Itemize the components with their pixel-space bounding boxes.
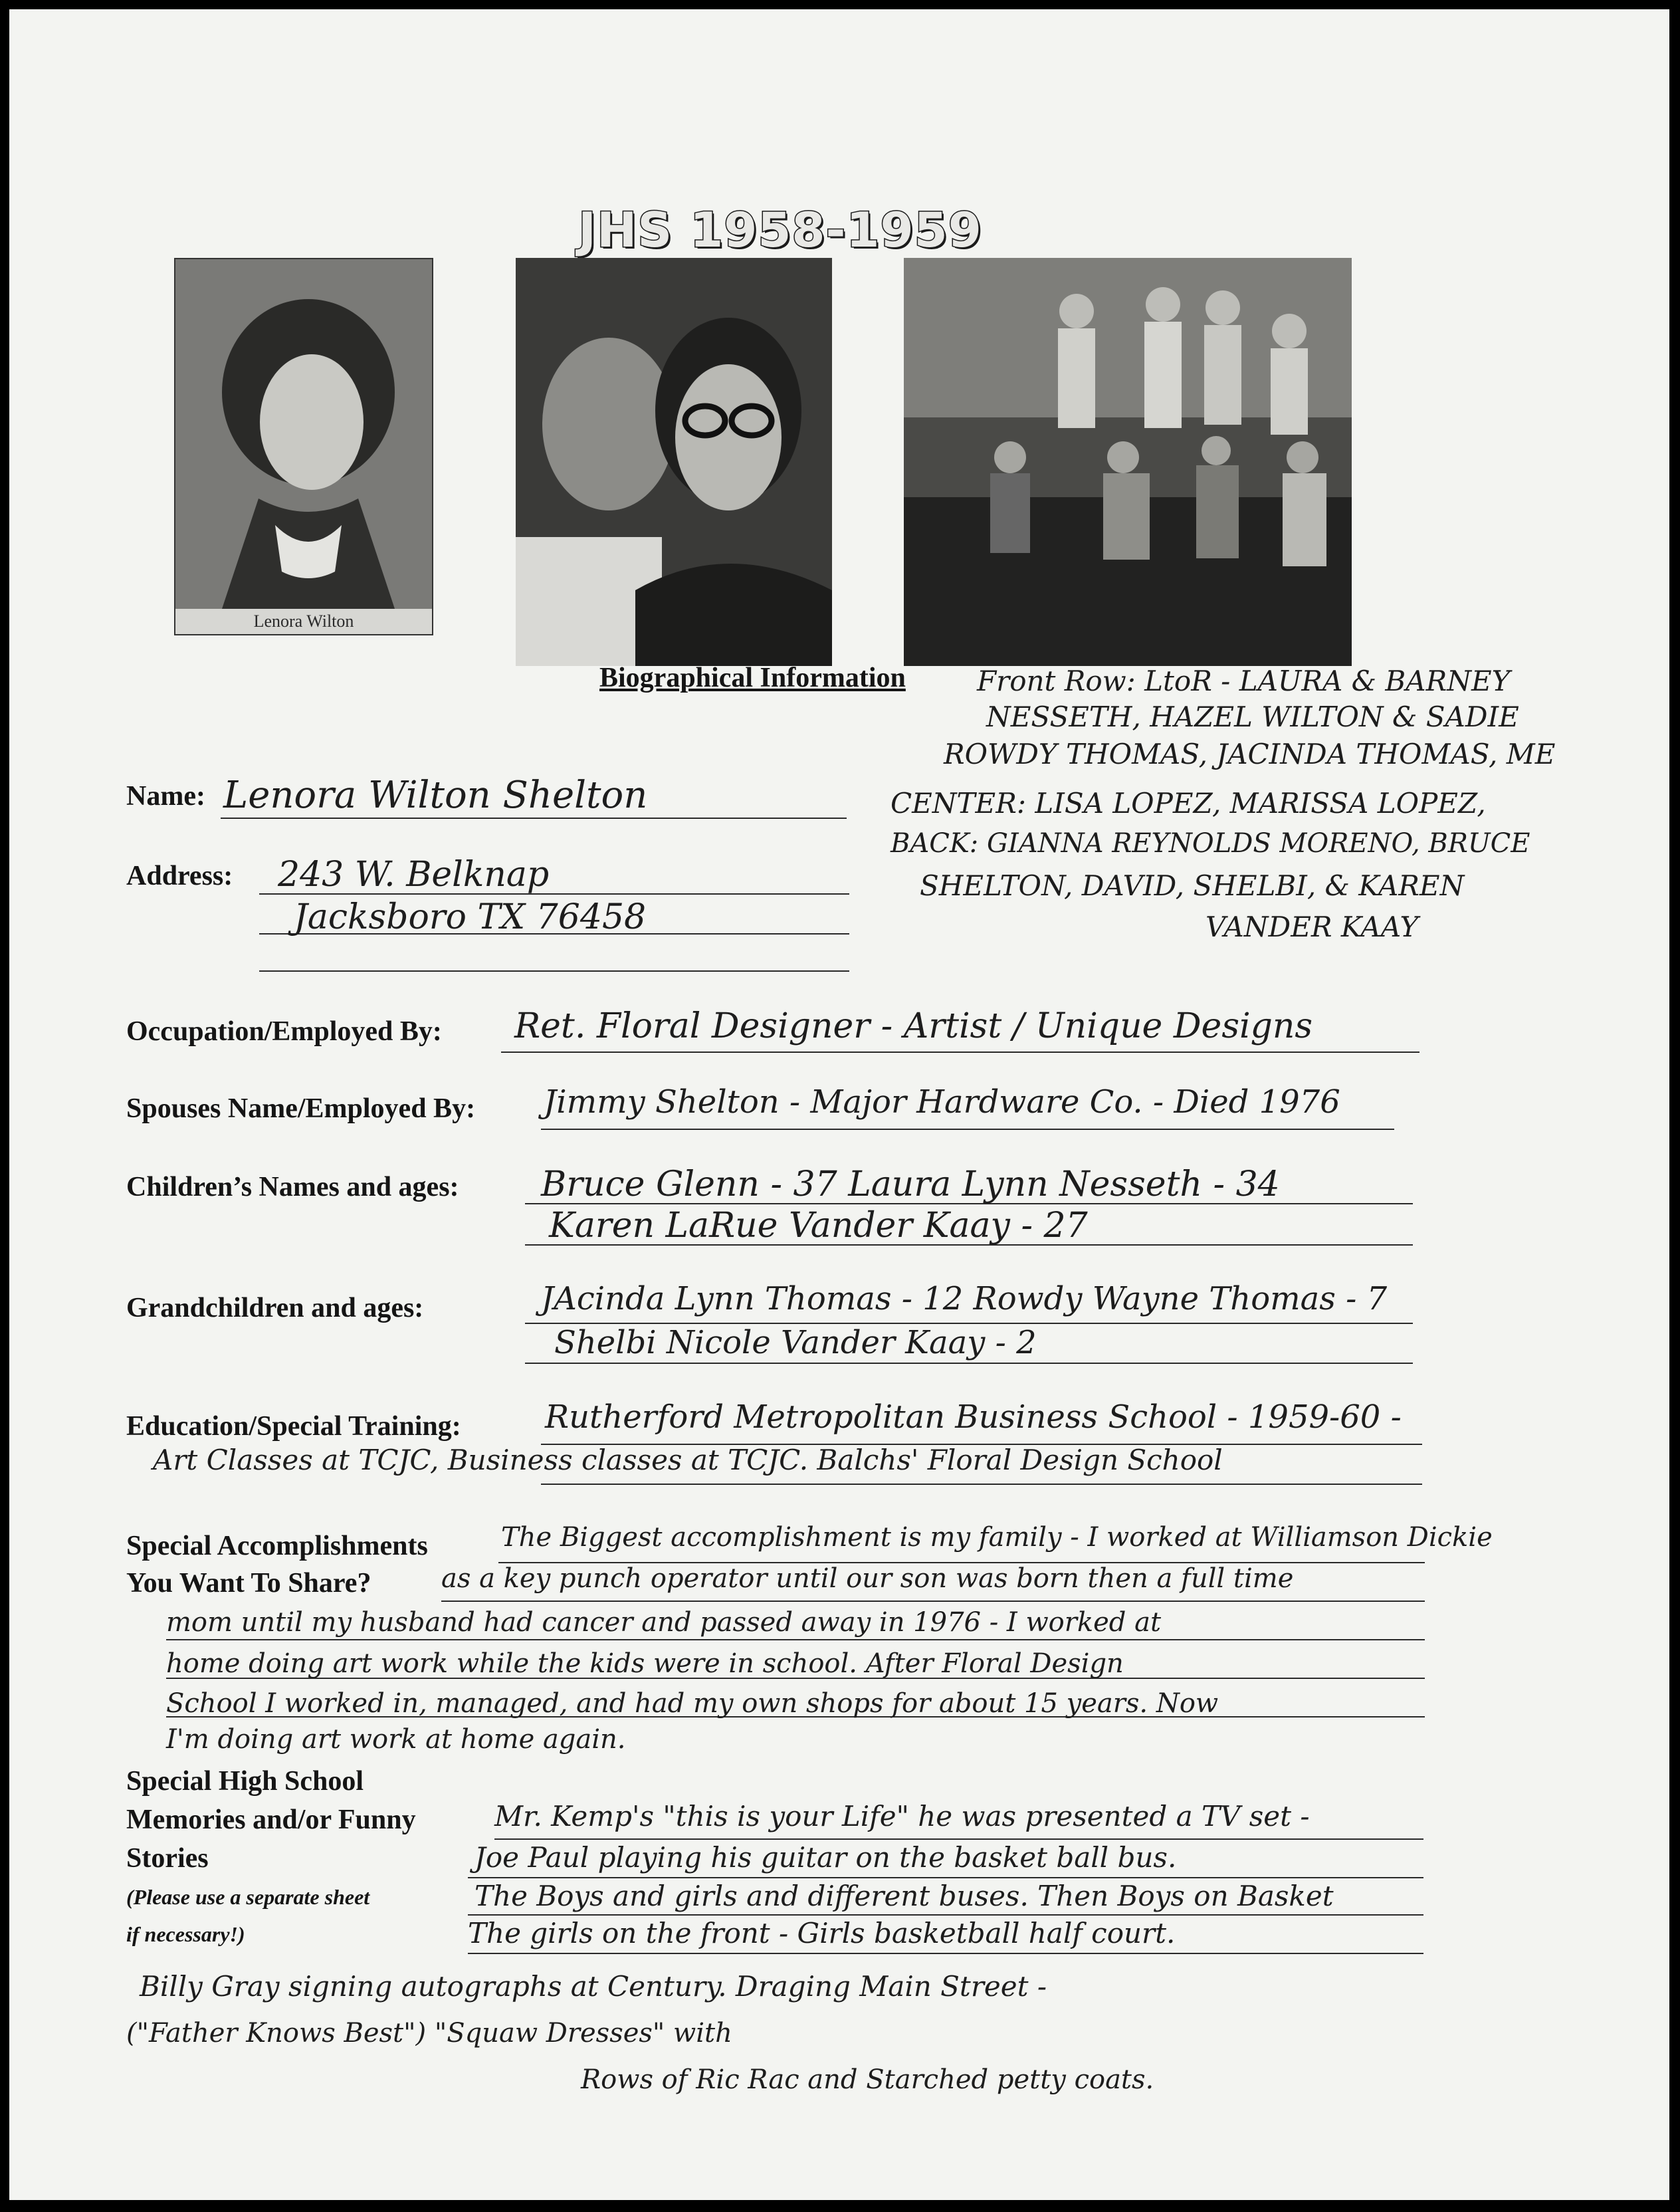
children-value-line: Bruce Glenn - 37 Laura Lynn Nesseth - 34 — [541, 1164, 1280, 1204]
memories-value-line: Rows of Ric Rac and Starched petty coats. — [581, 2064, 1154, 2095]
accomplishments-label: You Want To Share? — [126, 1568, 371, 1599]
accomplishments-value-line: School I worked in, managed, and had my own shops for about 15 years. Now — [166, 1688, 1219, 1719]
address-label: Address: — [126, 861, 233, 891]
caption-note-line: BACK: GIANNA REYNOLDS MORENO, BRUCE — [891, 828, 1530, 859]
occupation-label: Occupation/Employed By: — [126, 1016, 442, 1047]
memories-value-line: Billy Gray signing autographs at Century. Draging Main Street - — [140, 1970, 1047, 2003]
group-image — [904, 258, 1352, 666]
caption-note-line: NESSETH, HAZEL WILTON & SADIE — [986, 701, 1519, 733]
portrait-caption: Lenora Wilton — [253, 611, 354, 631]
education-value-line: Art Classes at TCJC, Business classes at TCJC. Balchs' Floral Design School — [153, 1444, 1223, 1476]
memories-line-1 — [494, 1838, 1423, 1840]
caption-note-line: CENTER: LISA LOPEZ, MARISSA LOPEZ, — [891, 787, 1486, 820]
education-value-line: Rutherford Metropolitan Business School - 1959-60 - — [545, 1398, 1402, 1436]
couple-photo — [516, 258, 832, 666]
portrait-photo — [174, 258, 433, 635]
children-value-line: Karen LaRue Vander Kaay - 27 — [549, 1206, 1088, 1246]
accomplishments-label: Special Accomplishments — [126, 1531, 428, 1561]
grandchildren-label: Grandchildren and ages: — [126, 1293, 424, 1323]
couple-image — [516, 258, 832, 666]
memories-note: (Please use a separate sheet — [126, 1885, 370, 1909]
address-value-line: Jacksboro TX 76458 — [294, 897, 647, 937]
memories-label: Special High School — [126, 1766, 364, 1797]
occupation-line — [501, 1051, 1419, 1053]
spouse-label: Spouses Name/Employed By: — [126, 1093, 476, 1124]
memories-value-line: ("Father Knows Best") "Squaw Dresses" with — [126, 2018, 732, 2048]
accomplishments-value-line: The Biggest accomplishment is my family - I worked at Williamson Dickie — [501, 1522, 1493, 1553]
accomplishments-value-line: mom until my husband had cancer and passed away in 1976 - I worked at — [166, 1607, 1162, 1638]
caption-note-line: ROWDY THOMAS, JACINDA THOMAS, ME — [944, 738, 1556, 770]
memories-line-2 — [468, 1877, 1423, 1878]
memories-label: Memories and/or Funny — [126, 1805, 416, 1835]
name-label: Name: — [126, 781, 205, 812]
yearbook-bio-page — [9, 9, 1669, 2200]
memories-value-line: The girls on the front - Girls basketball half court. — [468, 1917, 1176, 1949]
caption-note-line: Front Row: LtoR - LAURA & BARNEY — [977, 665, 1511, 697]
name-value: Lenora Wilton Shelton — [223, 774, 648, 817]
grandchildren-value-line: JAcinda Lynn Thomas - 12 Rowdy Wayne Thomas - 7 — [541, 1280, 1388, 1317]
education-line-2 — [541, 1484, 1422, 1485]
memories-line-3 — [468, 1914, 1423, 1916]
spouse-value: Jimmy Shelton - Major Hardware Co. - Died 1976 — [544, 1083, 1340, 1121]
memories-value-line: Joe Paul playing his guitar on the basket ball bus. — [474, 1841, 1177, 1874]
memories-note: if necessary!) — [126, 1922, 245, 1946]
caption-note-line: VANDER KAAY — [1206, 911, 1419, 943]
grandchildren-line-2 — [525, 1363, 1413, 1364]
bio-heading: Biographical Information — [599, 663, 906, 693]
group-photo — [904, 258, 1352, 666]
memories-value-line: Mr. Kemp's "this is your Life" he was presented a TV set - — [494, 1800, 1310, 1832]
education-label: Education/Special Training: — [126, 1411, 461, 1442]
memories-line-4 — [468, 1953, 1423, 1954]
accomplishments-value-line: I'm doing art work at home again. — [166, 1724, 626, 1755]
address-value-line: 243 W. Belknap — [278, 855, 550, 895]
accomplishments-value-line: home doing art work while the kids were in school. After Floral Design — [166, 1648, 1124, 1679]
grandchildren-value-line: Shelbi Nicole Vander Kaay - 2 — [554, 1324, 1037, 1361]
accomplishments-line-3 — [166, 1639, 1425, 1640]
accomplishments-line-2 — [441, 1601, 1425, 1602]
accomplishments-value-line: as a key punch operator until our son was born then a full time — [441, 1563, 1294, 1594]
memories-label: Stories — [126, 1843, 209, 1874]
spouse-line — [541, 1129, 1394, 1130]
memories-value-line: The Boys and girls and different buses. Then Boys on Basket — [474, 1880, 1334, 1912]
occupation-value: Ret. Floral Designer - Artist / Unique Designs — [514, 1006, 1313, 1046]
caption-note-line: SHELTON, DAVID, SHELBI, & KAREN — [920, 869, 1465, 902]
name-line — [221, 818, 847, 819]
children-label: Children’s Names and ages: — [126, 1172, 459, 1202]
portrait-image — [175, 259, 432, 609]
address-line-3 — [259, 970, 849, 972]
page-title: JHS 1958-1959 — [578, 202, 982, 258]
